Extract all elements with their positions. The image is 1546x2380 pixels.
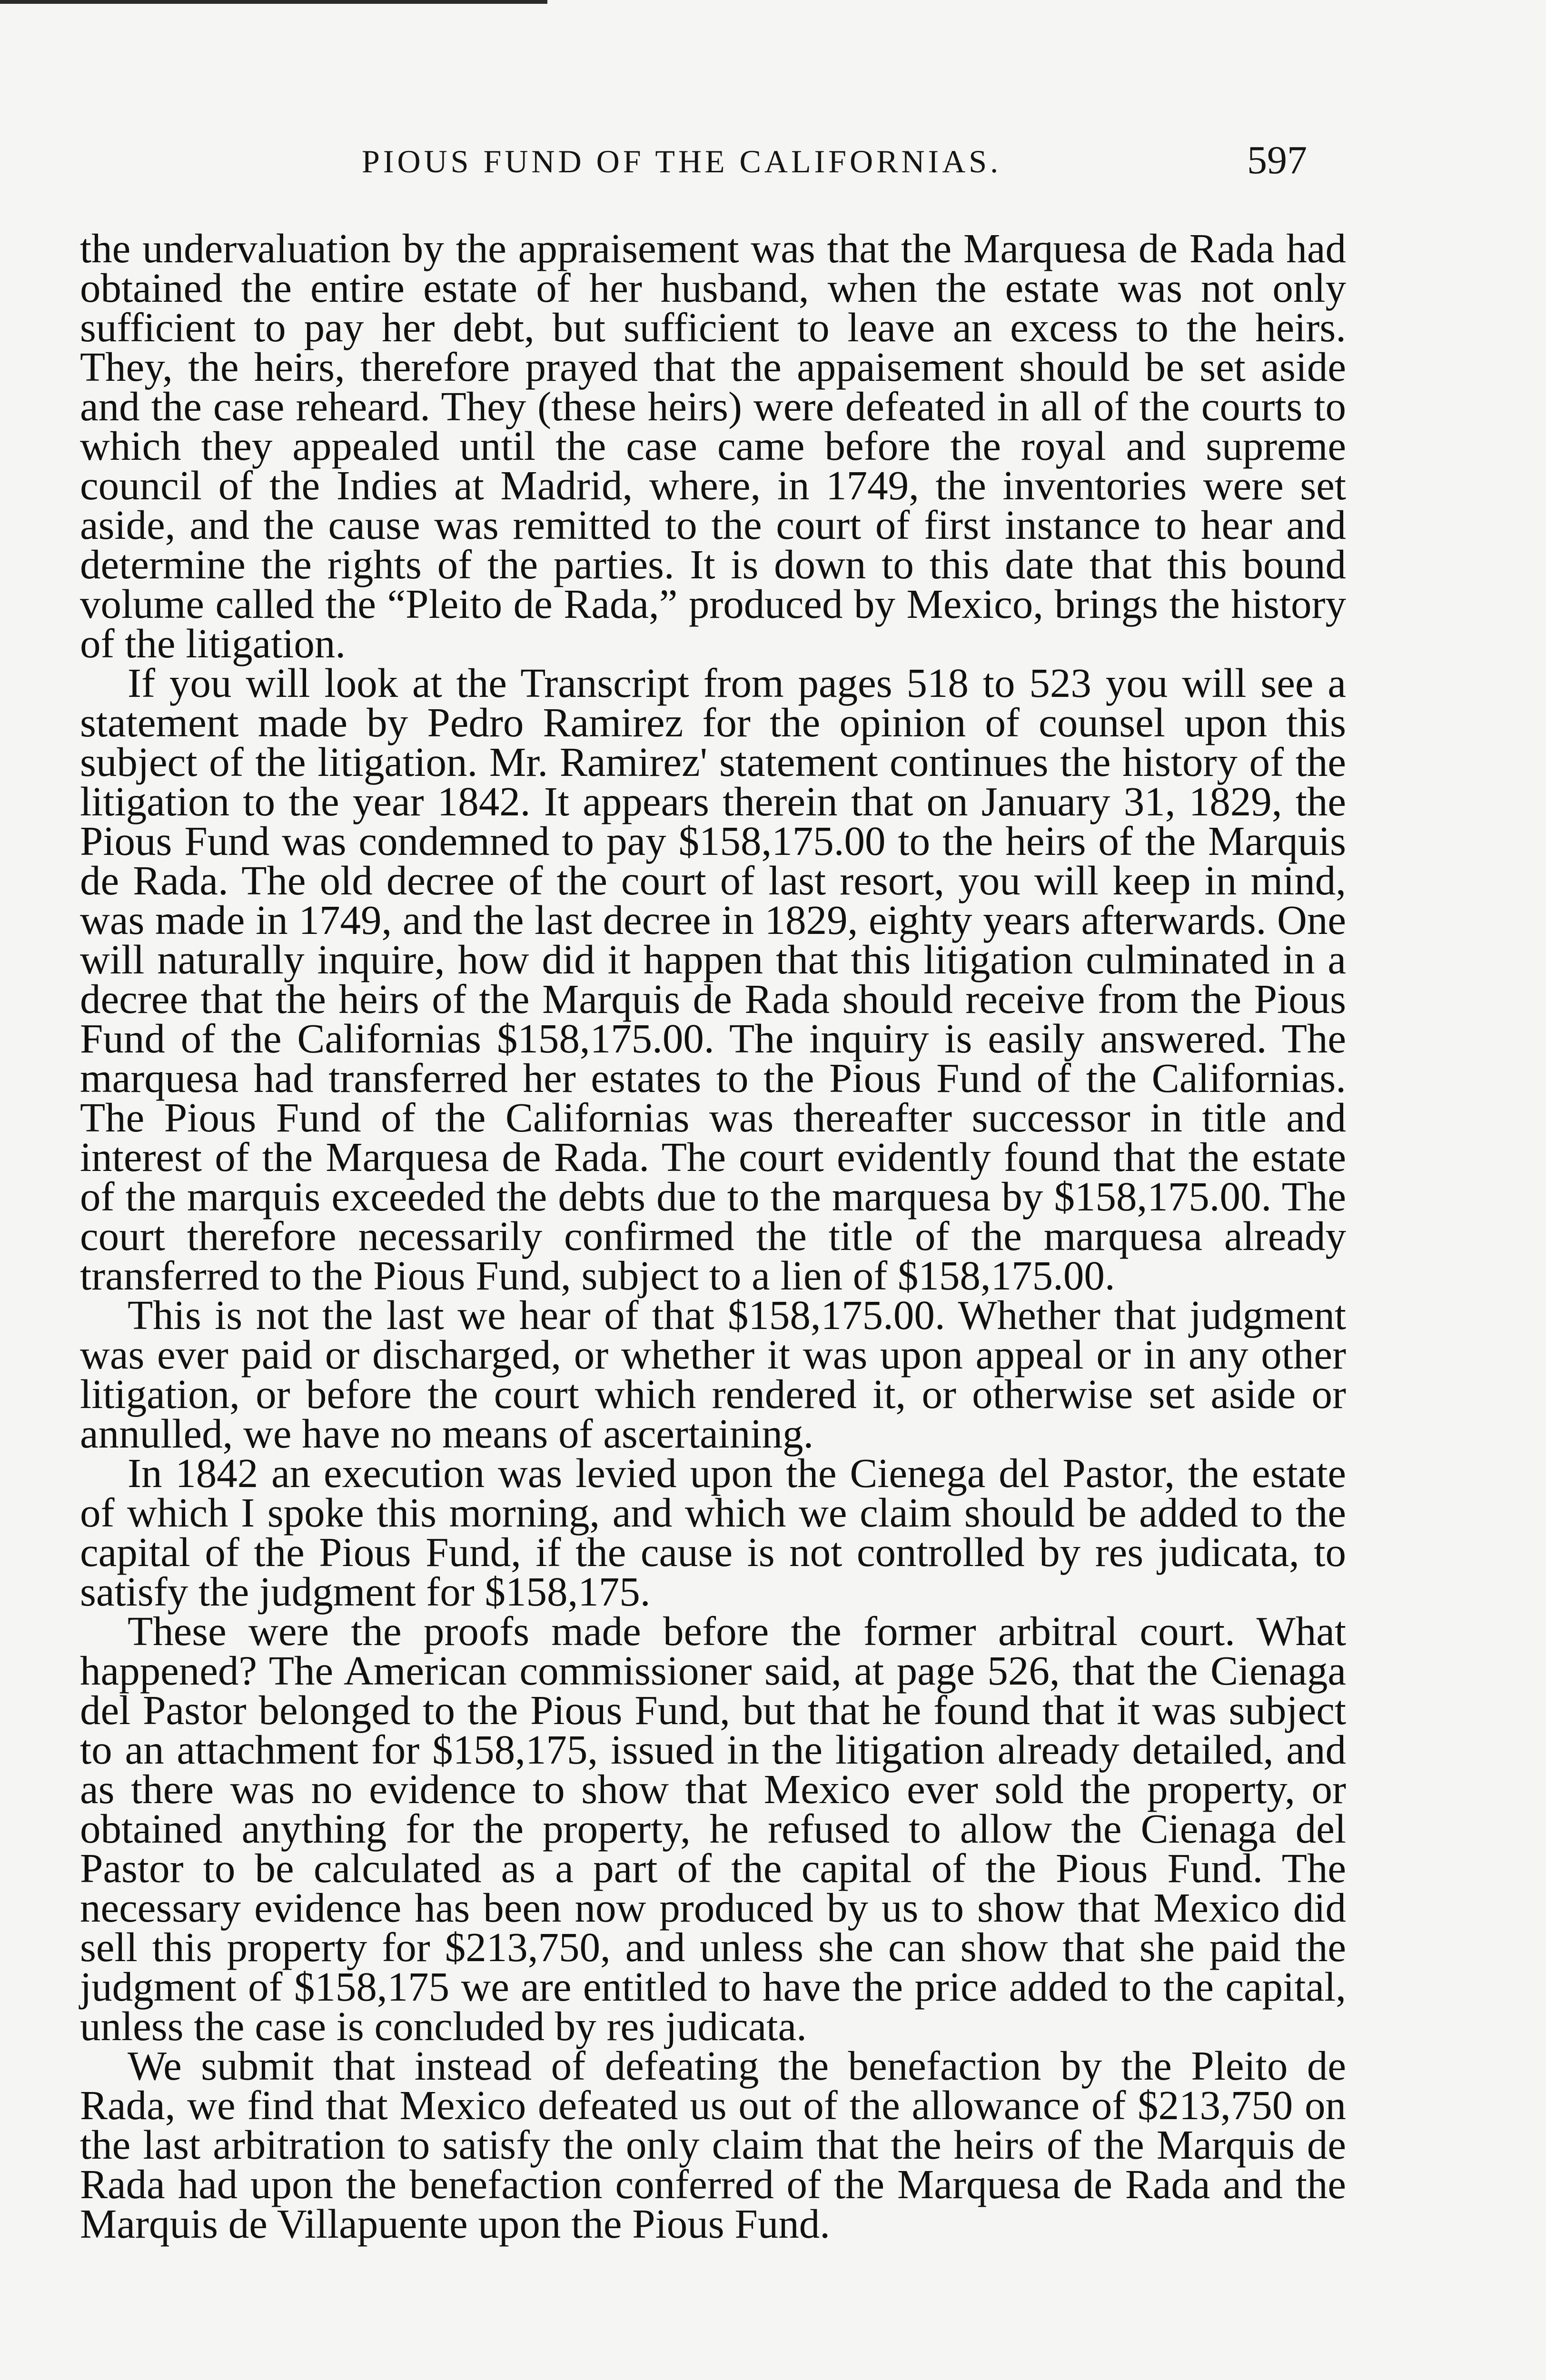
running-head: PIOUS FUND OF THE CALIFORNIAS. <box>362 143 1002 179</box>
paragraph-4: In 1842 an execution was levied upon the Cienega del Pastor, the estate of which I spoke this morning, and which we claim should be added to the capital of the Pious Fund, if the cause is not controlled by res judicata, to satisfy the judgment for $158,175. <box>80 1450 1346 1615</box>
page-number: 597 <box>1247 138 1307 182</box>
paragraph-1: the undervaluation by the appraisement was that the Marquesa de Rada had obtained the entire estate of her husband, when the estate was not only sufficient to pay her debt, but sufficient to leave an excess to the heirs. They, the heirs, therefore prayed that the appaisement should be set aside and the case reheard. They (these heirs) were defeated in all of the courts to which they appealed until the case came before the royal and supreme council of the Indies at Madrid, where, in 1749, the inventories were set aside, and the cause was remitted to the court of first instance to hear and determine the rights of the parties. It is down to this date that this bound volume called the “Pleito de Rada,” produced by Mexico, brings the history of the litigation. <box>80 225 1346 666</box>
paragraph-6: We submit that instead of defeating the benefaction by the Pleito de Rada, we find that Mexico defeated us out of the allowance of $213,750 on the last arbitration to satisfy the only claim that the heirs of the Marquis de Rada had upon the benefaction conferred of the Marquesa de Rada and the Marquis de Villapuente upon the Pious Fund. <box>80 2043 1346 2247</box>
body-text <box>80 225 1346 2247</box>
paragraph-3: This is not the last we hear of that $158,175.00. Whether that judgment was ever paid or discharged, or whether it was upon appeal or in any other litigation, or before the court which rendered it, or otherwise set aside or annulled, we have no means of ascertaining. <box>80 1292 1346 1457</box>
paragraph-5: These were the proofs made before the former arbitral court. What happened? The American commissioner said, at page 526, that the Cienaga del Pastor belonged to the Pious Fund, but that he found that it was subject to an attachment for $158,175, issued in the litigation already detailed, and as there was no evidence to show that Mexico ever sold the property, or obtained anything for the property, he refused to allow the Cienaga del Pastor to be calculated as a part of the capital of the Pious Fund. The necessary evidence has been now produced by us to show that Mexico did sell this property for $213,750, and unless she can show that she paid the judgment of $158,175 we are entitled to have the price added to the capital, unless the case is concluded by res judicata. <box>80 1608 1346 2049</box>
paragraph-2: If you will look at the Transcript from pages 518 to 523 you will see a statement made by Pedro Ramirez for the opinion of counsel upon this subject of the litigation. Mr. Ramirez' statement continues the history of the litigation to the year 1842. It appears therein that on January 31, 1829, the Pious Fund was condemned to pay $158,175.00 to the heirs of the Marquis de Rada. The old decree of the court of last resort, you will keep in mind, was made in 1749, and the last decree in 1829, eighty years afterwards. One will naturally inquire, how did it happen that this litigation culminated in a decree that the heirs of the Marquis de Rada should receive from the Pious Fund of the Californias $158,175.00. The inquiry is easily answered. The marquesa had transferred her estates to the Pious Fund of the Californias. The Pious Fund of the Californias was thereafter successor in title and interest of the Marquesa de Rada. The court evidently found that the estate of the marquis exceeded the debts due to the marquesa by $158,175.00. The court therefore necessarily confirmed the title of the marquesa already transferred to the Pious Fund, subject to a lien of $158,175.00. <box>80 660 1346 1299</box>
top-rule-line <box>0 0 547 4</box>
